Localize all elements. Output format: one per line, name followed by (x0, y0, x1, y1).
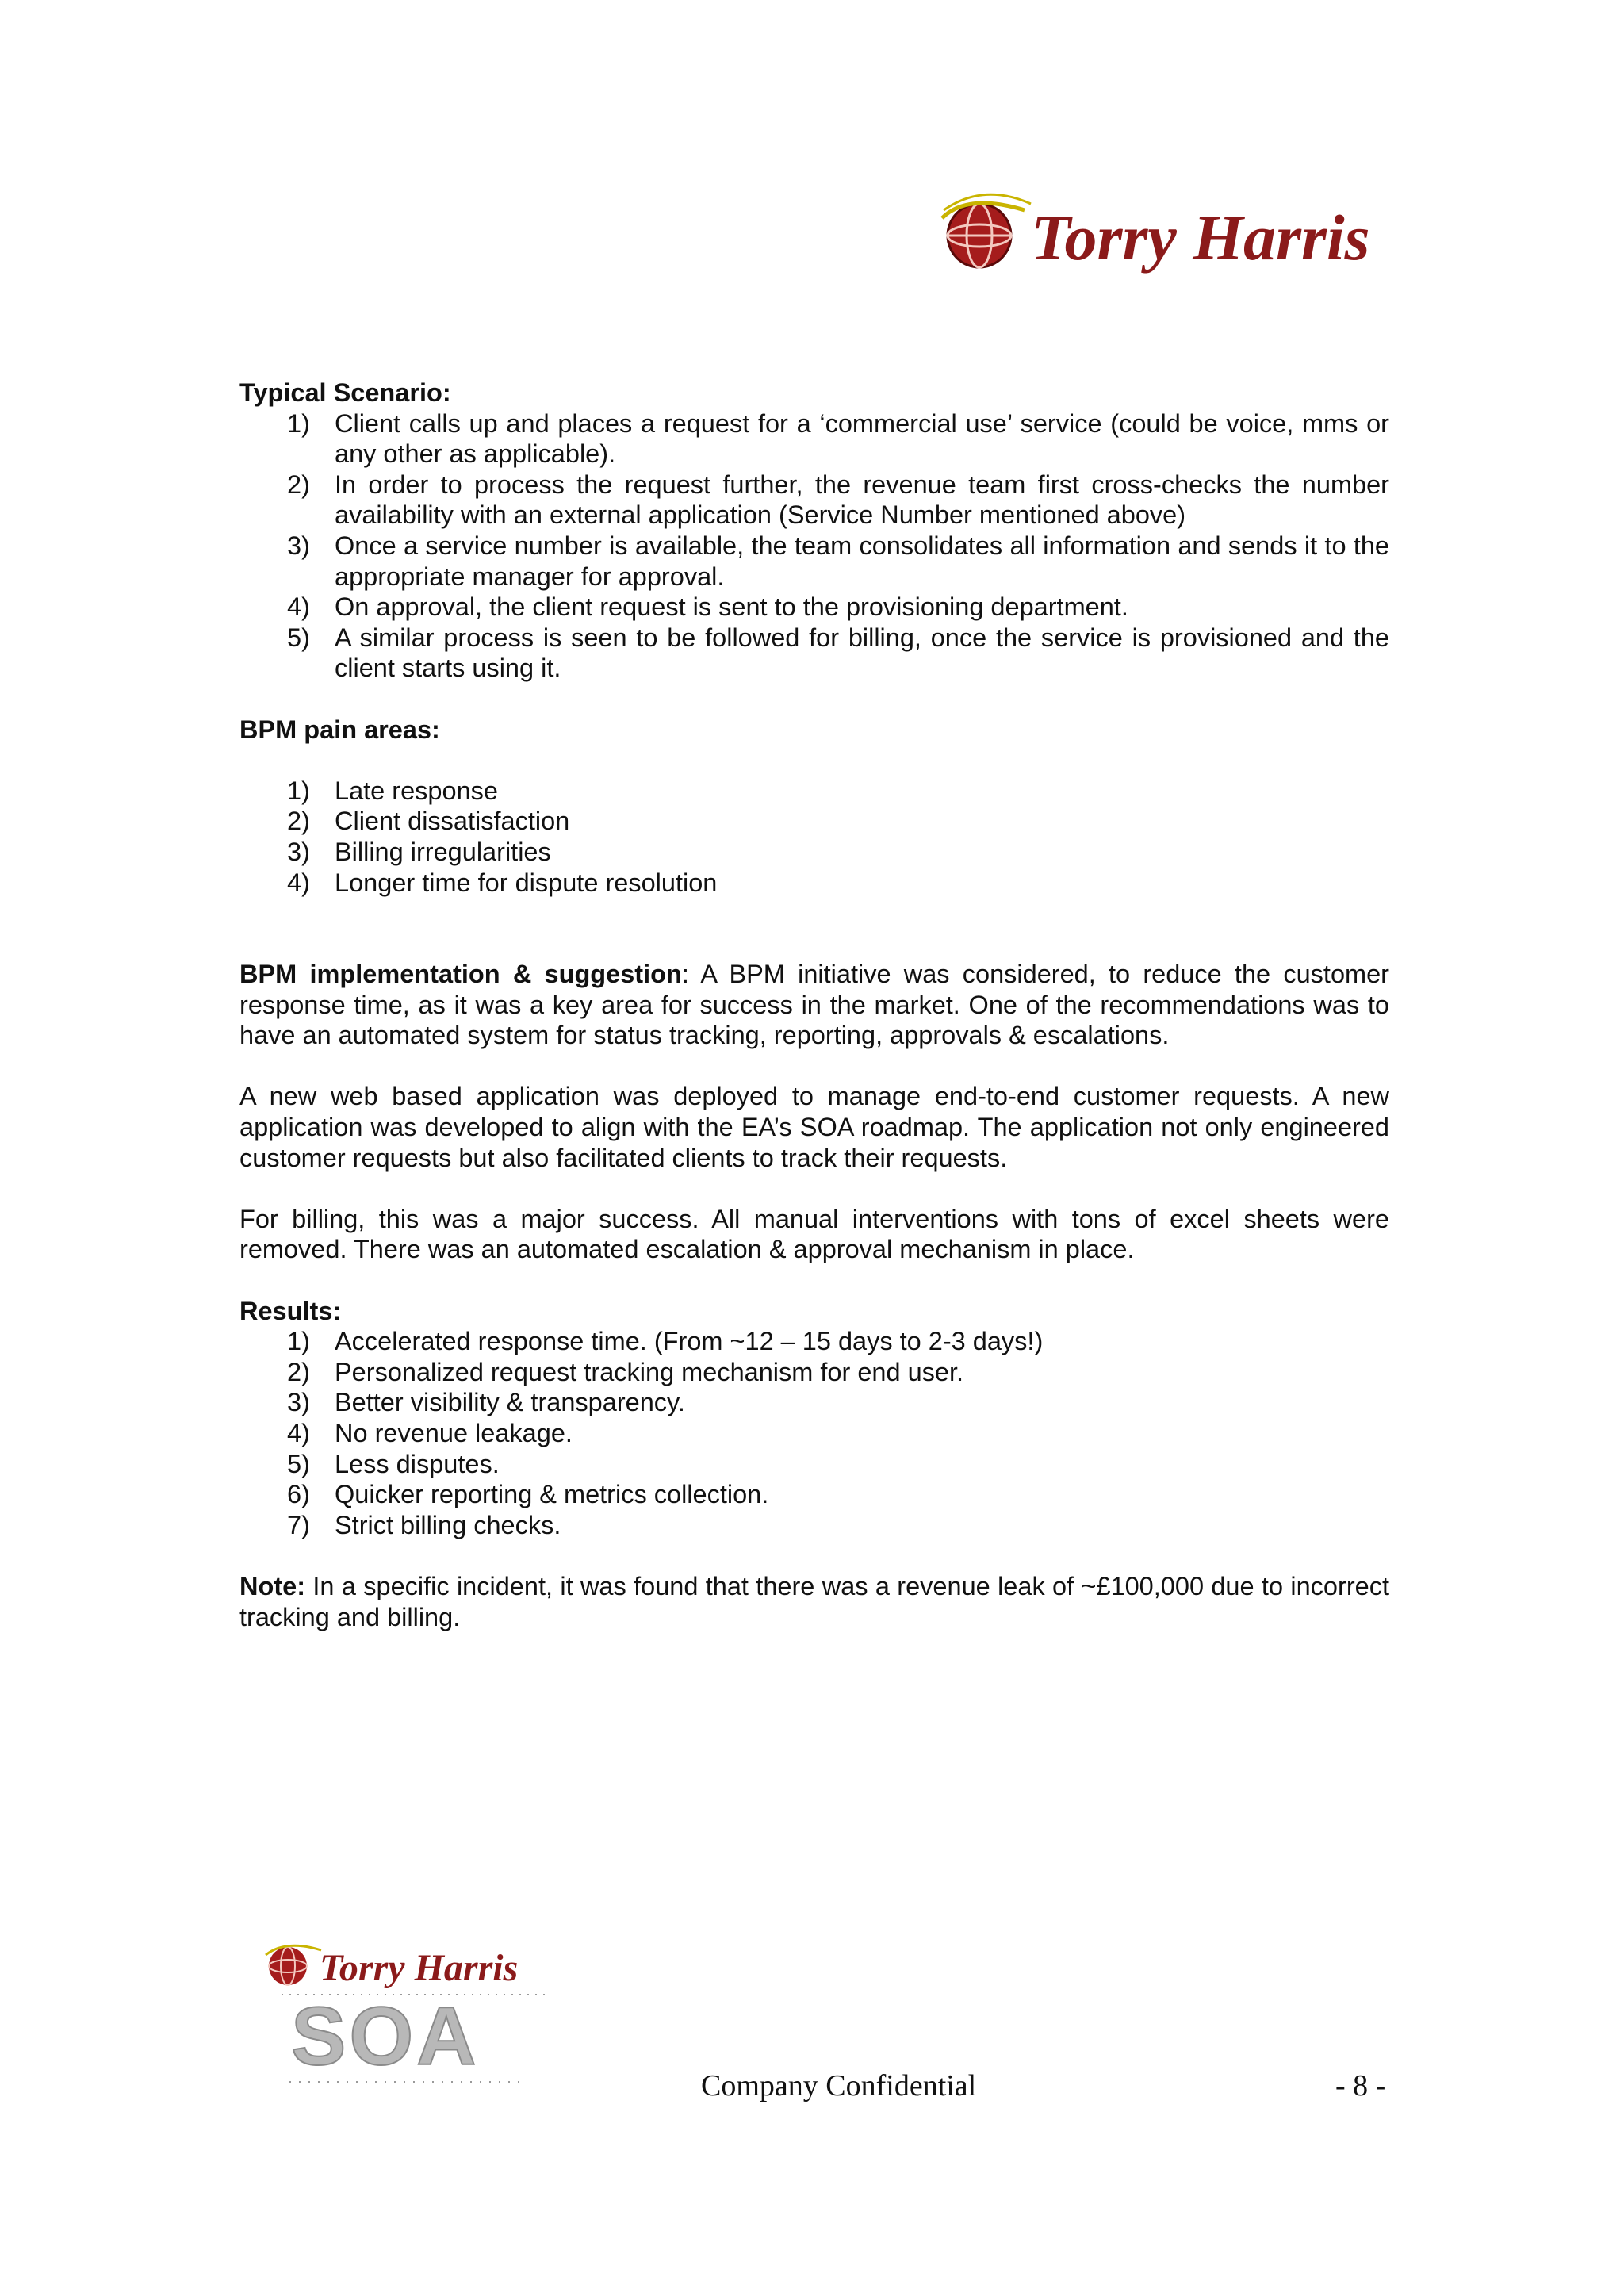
result-item (239, 1449, 1389, 1480)
list-number: 7) (287, 1510, 310, 1539)
list-number: 3) (287, 1388, 310, 1417)
result-item (239, 1326, 1389, 1357)
list-item-text: On approval, the client request is sent to the provisioning department. (335, 592, 1128, 622)
list-item-text: Late response (335, 776, 498, 805)
document-body (239, 378, 1389, 1632)
list-item-text: Longer time for dispute resolution (335, 868, 718, 897)
typical-scenario-list (239, 408, 1389, 684)
implementation-lead: BPM implementation & suggestion (239, 960, 682, 989)
list-item-text: Billing irregularities (335, 837, 551, 866)
list-number: 2) (287, 470, 310, 499)
typical-scenario-heading: Typical Scenario: (239, 378, 451, 407)
scenario-item (239, 408, 1389, 470)
list-item-text: Client calls up and places a request for a ‘commercial use’ service (could be voice, mms or any other as applicable). (335, 408, 1389, 469)
result-item (239, 1387, 1389, 1418)
company-confidential: Company Confidential (701, 2069, 977, 2102)
globe-icon (266, 1945, 321, 1985)
list-item-text: A similar process is seen to be followed for billing, once the service is provisioned and the client starts using it. (335, 623, 1389, 683)
web-app-paragraph: A new web based application was deployed to manage end-to-end customer requests. A new application was developed to align with the EA’s SOA roadmap. The application not only engineered customer requests but also facilitated clients to track their requests. (239, 1082, 1389, 1172)
billing-paragraph: For billing, this was a major success. All manual interventions with tons of excel sheets were removed. There was an automated escalation & approval mechanism in place. (239, 1204, 1389, 1264)
result-item (239, 1357, 1389, 1388)
result-item (239, 1418, 1389, 1449)
torry-harris-logo (936, 186, 1380, 286)
globe-icon (942, 194, 1031, 267)
result-item (239, 1479, 1389, 1510)
pain-area-item (239, 806, 1389, 837)
list-item-text: Quicker reporting & metrics collection. (335, 1480, 769, 1509)
list-number: 1) (287, 776, 310, 805)
footer-brand-name: Torry Harris (320, 1947, 519, 1989)
list-number: 1) (287, 1327, 310, 1356)
list-number: 3) (287, 531, 310, 560)
scenario-item (239, 470, 1389, 531)
pain-areas-list (239, 776, 1389, 898)
list-number: 2) (287, 807, 310, 836)
list-item-text: No revenue leakage. (335, 1419, 573, 1447)
list-item-text: Less disputes. (335, 1449, 500, 1478)
list-number: 4) (287, 592, 310, 622)
note-label: Note: (239, 1571, 306, 1600)
pain-areas-heading: BPM pain areas: (239, 715, 440, 744)
pain-area-item (239, 776, 1389, 807)
list-item-text: Accelerated response time. (From ~12 – 15 days to 2-3 days!) (335, 1327, 1044, 1356)
list-item-text: Strict billing checks. (335, 1510, 561, 1539)
note-paragraph (239, 1571, 1389, 1632)
soa-mark: SOA (291, 1991, 480, 2083)
results-heading: Results: (239, 1296, 342, 1325)
implementation-paragraph (239, 959, 1389, 1051)
list-number: 2) (287, 1357, 310, 1386)
list-item-text: In order to process the request further, the revenue team first cross-checks the number availability with an external application (Service Number mentioned above) (335, 470, 1389, 530)
list-number: 4) (287, 1419, 310, 1447)
scenario-item (239, 531, 1389, 592)
list-number: 4) (287, 868, 310, 897)
note-text: In a specific incident, it was found that there was a revenue leak of ~£100,000 due to incorrect tracking and billing. (239, 1571, 1389, 1631)
list-number: 5) (287, 1449, 310, 1478)
pain-area-item (239, 837, 1389, 868)
list-item-text: Better visibility & transparency. (335, 1388, 685, 1417)
list-number: 3) (287, 837, 310, 866)
scenario-item (239, 623, 1389, 684)
scenario-item (239, 592, 1389, 623)
implementation-text: : A BPM initiative was considered, to reduce the customer response time, as it was a key area for success in the market. One of the recommendations was to have an automated system for status tracking, reporting, approvals & escalations. (239, 960, 1389, 1050)
list-item-text: Personalized request tracking mechanism for end user. (335, 1357, 964, 1386)
footer-logo (258, 1939, 567, 2090)
brand-name: Torry Harris (1031, 201, 1370, 274)
results-list (239, 1326, 1389, 1540)
list-number: 6) (287, 1480, 310, 1509)
list-number: 5) (287, 623, 310, 652)
list-item-text: Once a service number is available, the team consolidates all information and sends it to the appropriate manager for approval. (335, 531, 1389, 591)
page-number: - 8 - (1335, 2069, 1386, 2102)
list-number: 1) (287, 408, 310, 438)
list-item-text: Client dissatisfaction (335, 807, 570, 836)
pain-area-item (239, 868, 1389, 899)
result-item (239, 1510, 1389, 1541)
